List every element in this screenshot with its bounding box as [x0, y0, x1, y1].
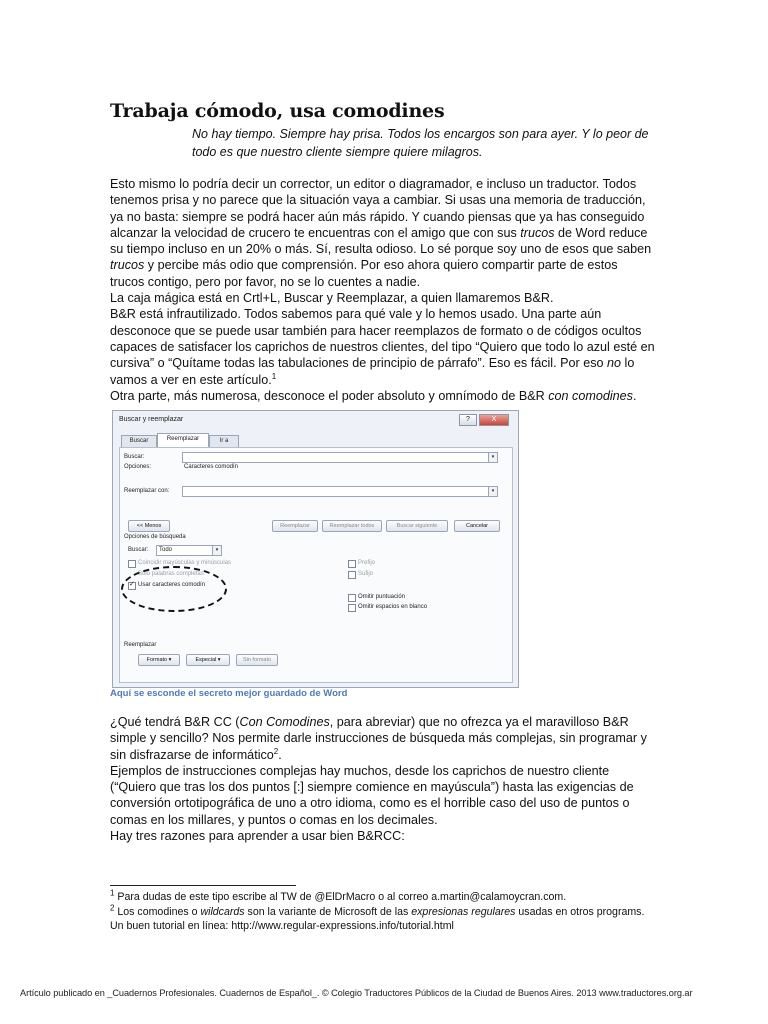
paragraph: Ejemplos de instrucciones complejas hay muchos, desde los caprichos de nuestro cliente (“Quiero que tras los dos puntos [:] siempre comience en mayúscula”) hasta las exigencias de conversión ortotipográfica de uno a otro idioma, como es el horrible caso del uso de puntos o comas en los millares, y puntos o comas en los decimales. [110, 763, 634, 827]
paragraph: Hay tres razones para aprender a usar bien B&RCC: [110, 829, 405, 844]
find-label: Buscar: [124, 454, 145, 460]
ignore-punct-label: Omitir puntuación [358, 594, 406, 600]
help-button[interactable]: ? [459, 414, 477, 426]
find-replace-dialog [112, 410, 519, 688]
cancel-button[interactable]: Cancelar [454, 520, 500, 532]
ignore-spaces-checkbox[interactable] [348, 604, 356, 612]
replace-input[interactable] [182, 486, 498, 497]
search-options-heading: Opciones de búsqueda [124, 534, 186, 540]
special-button[interactable]: Especial ▾ [186, 654, 230, 666]
options-value: Caracteres comodín [184, 464, 239, 470]
intro-text [110, 176, 655, 404]
page-footer: Artículo publicado en _Cuadernos Profesionales. Cuadernos de Español_. © Colegio Traductores Públicos de la Ciudad de Buenos Aires. 2013 www.traductores.org.ar [20, 988, 693, 998]
ignore-spaces-label: Omitir espacios en blanco [358, 604, 428, 610]
search-direction-select[interactable]: Todo ▾ [156, 545, 222, 556]
chevron-down-icon[interactable]: ▾ [488, 487, 497, 496]
footnote-ref[interactable]: 1 [271, 371, 277, 381]
figure-caption: Aquí se esconde el secreto mejor guardado de Word [110, 688, 348, 699]
no-format-button[interactable]: Sin formato [236, 654, 278, 666]
paragraph: Esto mismo lo podría decir un corrector, un editor o diagramador, e incluso un traductor. Todos tenemos prisa y no parece que la situación vaya a cambiar. Si usas una memoria de traducción, ya no basta: siempre se podrá hacer aún más rápido. Y cuando piensas que ya has conseguido alcanzar la velocidad de crucero te encuentras con el amigo que con sus trucos de Word reduce su tiempo incluso en un 20% o más. Sí, resulta odioso. Lo sé porque soy uno de esos que saben trucos y percibe más odio que comprensión. Por eso ahora quiero compartir parte de estos trucos contigo, pero por favor, no se lo cuentes a nadie. [110, 177, 652, 289]
dialog-title: Buscar y reemplazar [119, 416, 184, 423]
footnote-ref[interactable]: 2 [273, 746, 279, 756]
paragraph: ¿Qué tendrá B&R CC (Con Comodines, para abreviar) que no ofrezca ya el maravilloso B&R simple y sencillo? Nos permite darle instrucciones de búsqueda más complejas, sin programar y sin disfrazarse de informático$^2$. [110, 715, 647, 762]
article-title: Trabaja cómodo, usa comodines [110, 100, 445, 122]
paragraph: B&R está infrautilizado. Todos sabemos para qué vale y lo hemos usado. Una parte aún desconoce que se puede usar también para hacer reemplazos de formato o de códigos ocultos capaces de satisfacer los caprichos de nuestros clientes, del tipo “Quiero que todo lo azul esté en cursiva” o “Quítame todas las tabulaciones de principio de párrafo”. Eso es fácil. Por eso no lo vamos a ver en este artículo.$^1$ [110, 307, 655, 387]
replace-label: Reemplazar con: [124, 488, 170, 494]
replace-button[interactable]: Reemplazar [272, 520, 318, 532]
footnote-2: $^2$ Los comodines o wildcards son la variante de Microsoft de las expresionas regulares usadas en otros programs. Un buen tutorial en línea: http://www.regular-expressions.info/tutorial.html [110, 902, 645, 932]
tab-reemplazar[interactable]: Reemplazar [157, 433, 209, 447]
chevron-down-icon[interactable]: ▾ [212, 546, 221, 555]
use-wildcards-label: Usar caracteres comodín [138, 582, 206, 588]
footnote-divider [110, 885, 296, 886]
highlight-circle [121, 566, 227, 612]
match-case-checkbox[interactable] [128, 560, 136, 568]
epigraph: No hay tiempo. Siempre hay prisa. Todos los encargos son para ayer. Y lo peor de todo es que nuestro cliente siempre quiere milagros. [192, 127, 649, 159]
close-button[interactable]: X [479, 414, 509, 426]
tab-ir-a[interactable]: Ir a [209, 435, 239, 447]
ignore-punct-checkbox[interactable] [348, 594, 356, 602]
replace-panel [119, 447, 513, 683]
format-button[interactable]: Formato ▾ [138, 654, 180, 666]
whole-words-label: Sólo palabras completas [138, 571, 204, 577]
options-label: Opciones: [124, 464, 152, 470]
replace-all-button[interactable]: Reemplazar todos [322, 520, 382, 532]
prefix-label: Prefijo [358, 560, 376, 566]
find-next-button[interactable]: Buscar siguiente [386, 520, 448, 532]
paragraph: La caja mágica está en Crtl+L, Buscar y Reemplazar, a quien llamaremos B&R. [110, 291, 554, 306]
less-button[interactable]: << Menos [128, 520, 170, 532]
suffix-checkbox[interactable] [348, 571, 356, 579]
match-case-label: Coincidir mayúsculas y minúsculas [138, 560, 232, 566]
replace-heading: Reemplazar [124, 642, 157, 648]
footnote-1: $^1$ Para dudas de este tipo escribe al TW de @ElDrMacro o al correo a.martin@calamoycran.com. [110, 888, 567, 903]
tab-buscar[interactable]: Buscar [121, 435, 157, 447]
search-direction-label: Buscar: [128, 547, 149, 553]
find-input[interactable] [182, 452, 498, 463]
footnotes [110, 890, 655, 934]
main-text [110, 714, 655, 844]
chevron-down-icon[interactable]: ▾ [488, 453, 497, 462]
paragraph: Otra parte, más numerosa, desconoce el poder absoluto y omnímodo de B&R con comodines. [110, 388, 637, 403]
prefix-checkbox[interactable] [348, 560, 356, 568]
suffix-label: Sufijo [358, 571, 374, 577]
